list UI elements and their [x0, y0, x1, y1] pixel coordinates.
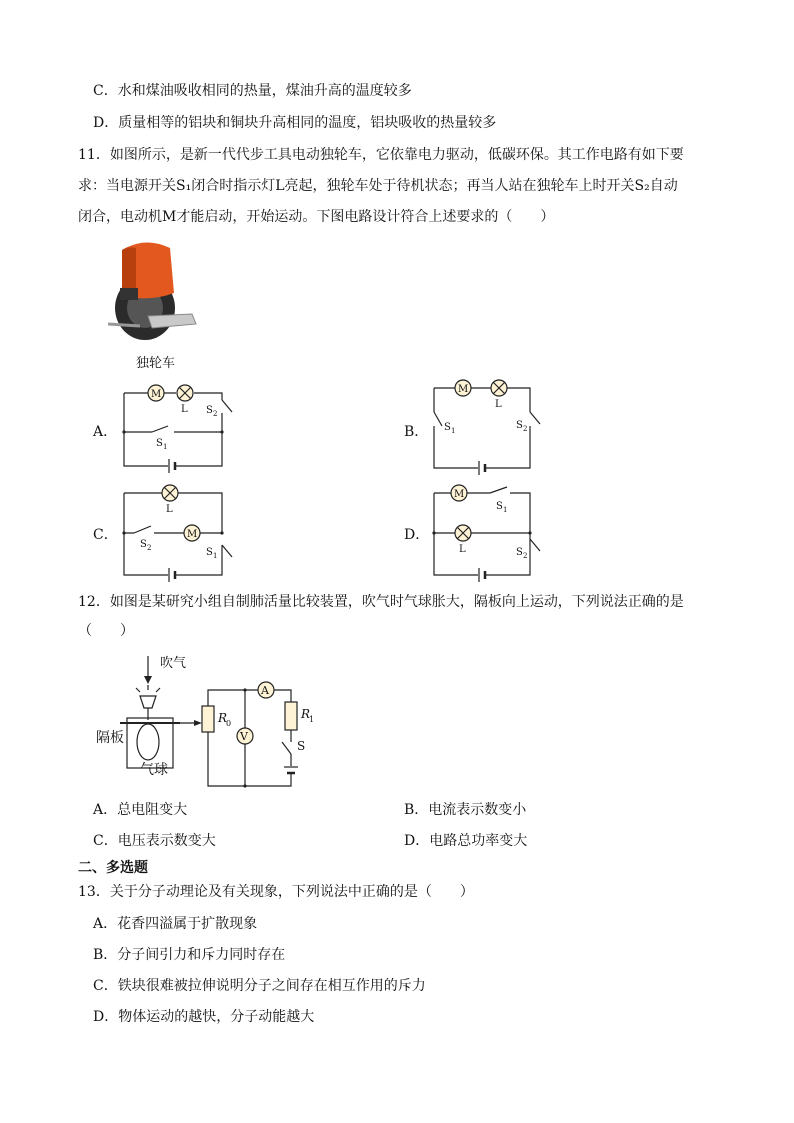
- unicycle-image: [100, 238, 200, 343]
- q11-stem-line1: 11．如图所示，是新一代代步工具电动独轮车，它依靠电力驱动，低碳环保。其工作电路有如下要: [78, 147, 684, 163]
- balloon-icon: [137, 724, 159, 760]
- q10-option-d: D．质量相等的铝块和铜块升高相同的温度，铝块吸收的热量较多: [93, 115, 497, 131]
- svg-text:1: 1: [213, 552, 218, 560]
- q13-option-c: C．铁块很难被拉伸说明分子之间存在相互作用的斥力: [93, 978, 426, 994]
- svg-text:1: 1: [503, 506, 508, 514]
- svg-text:M: M: [187, 529, 198, 540]
- svg-text:S: S: [496, 501, 503, 512]
- svg-text:S: S: [206, 547, 213, 558]
- svg-text:S: S: [206, 405, 213, 416]
- q12-stem-line1: 12．如图是某研究小组自制肺活量比较装置，吹气时气球胀大，隔板向上运动，下列说法正确的是: [78, 594, 684, 610]
- arrow-down-icon: [144, 676, 152, 684]
- svg-text:V: V: [240, 730, 248, 743]
- q11-option-c-label: C．: [93, 527, 118, 543]
- resistor-r0: [202, 706, 214, 732]
- lung-capacity-diagram: [92, 650, 332, 790]
- svg-text:1: 1: [309, 715, 315, 724]
- switch-s1-icon: [152, 426, 168, 432]
- switch-s2-icon: [222, 400, 232, 412]
- svg-text:M: M: [458, 384, 469, 395]
- q13-option-a: A．花香四溢属于扩散现象: [93, 916, 258, 932]
- slider-arrow-icon: [194, 720, 202, 726]
- q13-stem: 13．关于分子动理论及有关现象，下列说法中正确的是（ ）: [78, 884, 474, 900]
- svg-text:S: S: [140, 539, 147, 550]
- svg-text:1: 1: [163, 443, 168, 451]
- circuit-d-diagram: [428, 483, 548, 583]
- q12-stem-line2: （ ）: [78, 623, 134, 639]
- circuit-b-diagram: [428, 378, 548, 475]
- svg-text:2: 2: [213, 410, 218, 418]
- svg-text:2: 2: [523, 425, 528, 433]
- lamp-symbol: L: [181, 404, 188, 415]
- svg-text:R: R: [301, 707, 311, 721]
- unicycle-caption: 独轮车: [136, 356, 176, 371]
- svg-text:1: 1: [451, 427, 456, 435]
- svg-text:L: L: [459, 544, 466, 555]
- q12-option-c: C．电压表示数变大: [93, 833, 216, 849]
- switch-s1-icon: [490, 487, 507, 493]
- q11-option-d-label: D．: [404, 527, 430, 543]
- q12-option-b: B．电流表示数变小: [404, 802, 527, 818]
- resistor-r1: [285, 702, 297, 730]
- svg-text:2: 2: [523, 552, 528, 560]
- circuit-c-diagram: [118, 483, 233, 583]
- svg-text:A: A: [261, 684, 269, 697]
- q11-stem-line2: 求：当电源开关S₁闭合时指示灯L亮起，独轮车处于待机状态；再当人站在独轮车上时开关S₂自动: [78, 178, 678, 194]
- svg-text:2: 2: [147, 544, 152, 552]
- q11-option-b-label: B．: [404, 424, 429, 440]
- section-title: 二、多选题: [78, 860, 148, 876]
- switch-s1-icon: [222, 545, 232, 557]
- svg-text:L: L: [166, 504, 173, 515]
- svg-text:S: S: [516, 420, 523, 431]
- q10-option-c: C．水和煤油吸收相同的热量，煤油升高的温度较多: [93, 83, 412, 99]
- switch-s-icon: [282, 742, 291, 754]
- q11-stem-line3: 闭合，电动机M才能启动，开始运动。下图电路设计符合上述要求的（ ）: [78, 209, 555, 225]
- svg-text:S: S: [297, 739, 306, 753]
- svg-text:0: 0: [226, 719, 232, 728]
- balloon-label: 气球: [140, 762, 168, 778]
- switch-s1-icon: [434, 412, 442, 426]
- q13-option-d: D．物体运动的越快，分子动能越大: [93, 1009, 315, 1025]
- svg-text:S: S: [156, 438, 163, 449]
- svg-text:L: L: [495, 399, 502, 410]
- blow-label: 吹气: [160, 656, 187, 671]
- q12-option-a: A．总电阻变大: [93, 802, 188, 818]
- board-label: 隔板: [96, 730, 124, 746]
- svg-text:S: S: [444, 422, 451, 433]
- q12-option-d: D．电路总功率变大: [404, 833, 528, 849]
- svg-text:S: S: [516, 547, 523, 558]
- svg-text:M: M: [454, 489, 465, 500]
- svg-text:R: R: [218, 711, 228, 725]
- q11-option-a-label: A．: [93, 424, 118, 440]
- q13-option-b: B．分子间引力和斥力同时存在: [93, 947, 286, 963]
- switch-s2-icon: [530, 412, 540, 424]
- switch-s2-icon: [530, 539, 540, 551]
- circuit-a-diagram: [118, 380, 233, 475]
- motor-symbol: M: [151, 389, 162, 400]
- switch-s2-icon: [134, 526, 151, 533]
